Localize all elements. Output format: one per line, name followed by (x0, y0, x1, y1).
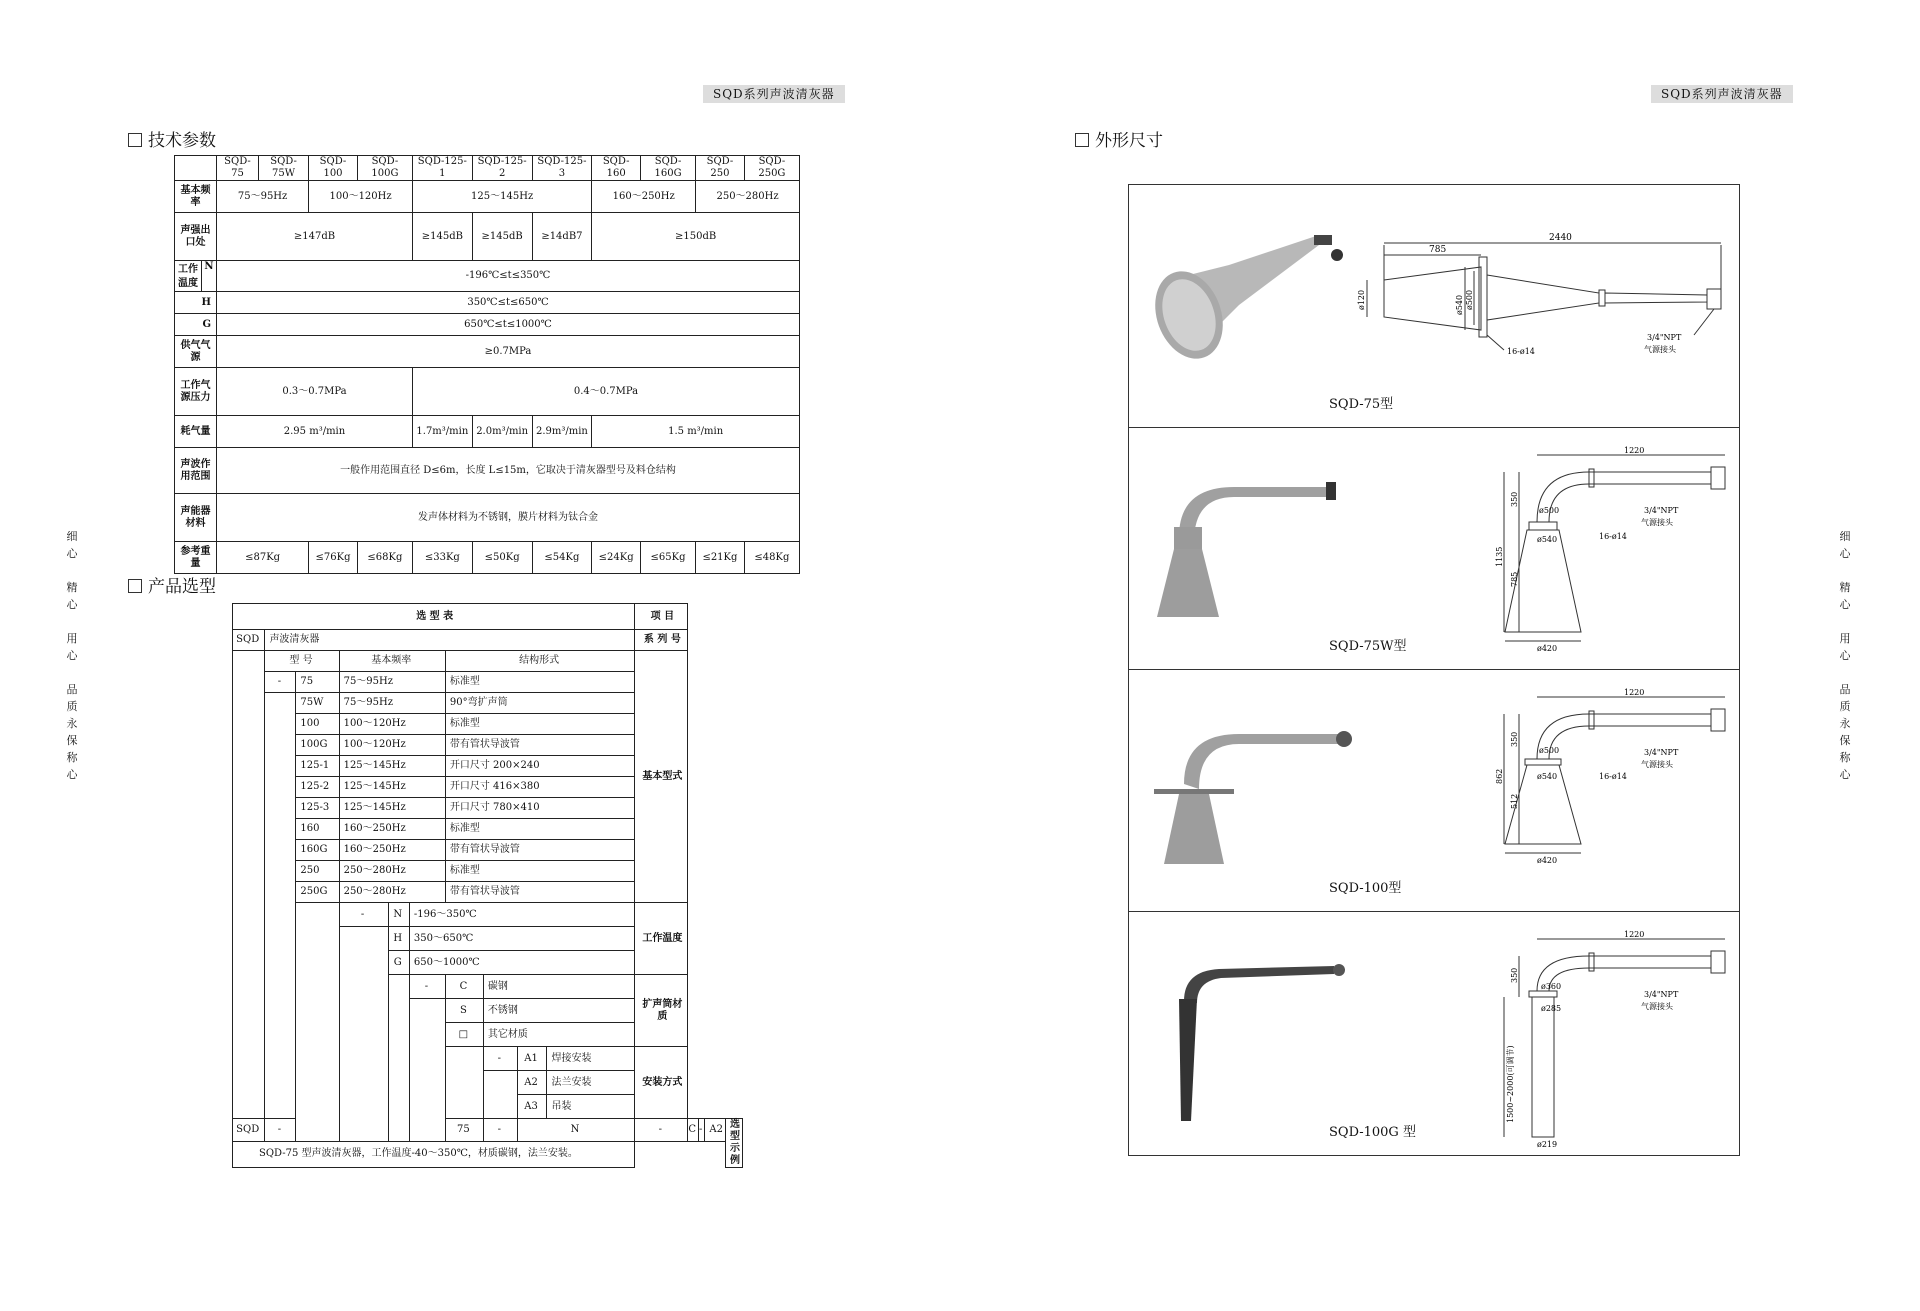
sel-blank (483, 1071, 517, 1119)
value-cell: 100～120Hz (309, 181, 413, 213)
dim-conn: 3/4"NPT (1644, 506, 1679, 515)
value-cell: ≤76Kg (309, 542, 358, 574)
sel-freq: 160～250Hz (339, 840, 445, 861)
mat-row (175, 494, 800, 542)
dim-h1: 350 (1510, 491, 1519, 507)
model-cell: SQD-100 (309, 156, 358, 181)
dim-w: 1220 (1624, 446, 1645, 455)
value-cell: 1.7m³/min (412, 416, 472, 448)
sel-item-example: 选型示例 (726, 1119, 743, 1168)
drawing-panel-sqd75 (1129, 185, 1739, 428)
sel-freq: 160～250Hz (339, 819, 445, 840)
slogan-right: 细 心 精 心 用 心 品 质 永 保 称 心 (1839, 530, 1851, 781)
sel-series-row (233, 630, 743, 651)
sel-ex-code: - (483, 1119, 517, 1142)
section-title-tech: 技术参数 (128, 126, 216, 151)
value-cell: ≤48Kg (744, 542, 799, 574)
value-cell: ≥150dB (592, 213, 800, 261)
model-cell: SQD-125-1 (412, 156, 472, 181)
sel-mat-code: S (445, 999, 483, 1023)
dim-h3: 785 (1510, 571, 1519, 587)
sel-struct: 带有管状导波管 (445, 840, 634, 861)
sel-dash: - (409, 975, 445, 999)
model-cell: SQD-75 (217, 156, 259, 181)
value-cell: 125～145Hz (412, 181, 591, 213)
model-cell: SQD-75W (258, 156, 308, 181)
sel-model: 100G (296, 735, 339, 756)
drawing-panel-sqd100g (1129, 911, 1739, 1153)
value-cell: 一般作用范围直径 D≤6m，长度 L≤15m，它取决于清灰器型号及料仓结构 (217, 448, 800, 494)
value-cell: 发声体材料为不锈钢，膜片材料为钛合金 (217, 494, 800, 542)
sqd75-drawing (1129, 185, 1739, 427)
freq-row (175, 181, 800, 213)
dim-d1: ø360 (1541, 982, 1562, 991)
row-label: 耗气量 (175, 416, 217, 448)
value-cell: 0.3～0.7MPa (217, 368, 413, 416)
caption-sqd100: SQD-100型 (1329, 881, 1402, 896)
sel-model: 125-1 (296, 756, 339, 777)
dim-total: 2440 (1549, 233, 1572, 243)
row-label: 工作气源压力 (175, 368, 217, 416)
sel-ex-code: SQD (233, 1119, 265, 1142)
checkbox-icon (128, 579, 142, 593)
sel-item-temp: 工作温度 (635, 903, 688, 975)
drawing-panel-sqd75w (1129, 427, 1739, 670)
dim-d2: ø540 (1537, 772, 1558, 781)
value-cell: ≥145dB (472, 213, 532, 261)
value-cell: 650℃≤t≤1000℃ (217, 314, 800, 336)
sel-blank (296, 903, 339, 1142)
caption-sqd75: SQD-75型 (1329, 397, 1394, 412)
press-row (175, 368, 800, 416)
dim-d3: ø500 (1465, 289, 1474, 310)
dim-left: 785 (1429, 245, 1447, 255)
dim-h2: 862 (1495, 768, 1504, 784)
value-cell: ≤21Kg (696, 542, 745, 574)
model-cell: SQD-100G (357, 156, 412, 181)
sel-blank (233, 651, 265, 1119)
sel-mat-code: □ (445, 1023, 483, 1047)
sqd75w-photo (1157, 482, 1336, 617)
sel-mat-value: 碳钢 (483, 975, 634, 999)
sel-freq: 75～95Hz (339, 672, 445, 693)
sel-example-text-row (233, 1141, 743, 1167)
sel-ex-code: - (635, 1119, 688, 1142)
model-cell: SQD-160G (640, 156, 695, 181)
sel-item: 系 列 号 (635, 630, 688, 651)
value-cell: ≥147dB (217, 213, 413, 261)
sel-freq: 125～145Hz (339, 777, 445, 798)
model-row (175, 156, 800, 181)
dim-h2: 1135 (1495, 546, 1504, 567)
sel-inst-value: 焊接安装 (547, 1047, 635, 1071)
dim-conn2: 气源接头 (1641, 1002, 1673, 1011)
checkbox-icon (1075, 133, 1089, 147)
temp-row (175, 292, 800, 314)
value-cell: ≤50Kg (472, 542, 532, 574)
dimension-drawings (1128, 184, 1740, 1156)
value-cell: 250～280Hz (696, 181, 800, 213)
dim-holes: 16-ø14 (1599, 772, 1627, 781)
sel-inst-value: 吊装 (547, 1095, 635, 1119)
section-title-dims: 外形尺寸 (1075, 126, 1163, 151)
row-label: H (175, 292, 217, 314)
value-cell: 0.4～0.7MPa (412, 368, 799, 416)
model-cell: SQD-125-3 (532, 156, 592, 181)
dim-d2: ø540 (1455, 294, 1464, 315)
sel-desc: 声波清灰器 (265, 630, 635, 651)
temp-label: 工作温度 (175, 261, 202, 291)
row-label (175, 261, 217, 292)
model-cell: SQD-160 (592, 156, 641, 181)
sel-model: 160G (296, 840, 339, 861)
sel-temp-value: -196～350℃ (409, 903, 634, 927)
sel-ex-code: A2 (705, 1119, 726, 1142)
value-cell: ≥0.7MPa (217, 336, 800, 368)
sel-mat-code: C (445, 975, 483, 999)
air-row (175, 336, 800, 368)
dim-d1: ø120 (1357, 289, 1366, 310)
value-cell: 2.95 m³/min (217, 416, 413, 448)
sel-model: 75W (296, 693, 339, 714)
sel-title: 选 型 表 (233, 604, 635, 630)
sel-freq: 250～280Hz (339, 882, 445, 903)
value-cell: 1.5 m³/min (592, 416, 800, 448)
sel-hdr-struct: 结构形式 (445, 651, 634, 672)
value-cell: 160～250Hz (592, 181, 696, 213)
dim-d1: ø500 (1539, 506, 1560, 515)
value-cell: 350℃≤t≤650℃ (217, 292, 800, 314)
dim-conn: 3/4"NPT (1647, 333, 1682, 342)
sel-struct: 标准型 (445, 714, 634, 735)
sel-blank (388, 975, 409, 1142)
sel-freq: 125～145Hz (339, 798, 445, 819)
sel-inst-value: 法兰安装 (547, 1071, 635, 1095)
sqd75w-drawing (1129, 427, 1739, 669)
sel-freq: 100～120Hz (339, 714, 445, 735)
dim-h1: 350 (1510, 731, 1519, 747)
sel-hdr-model: 型 号 (265, 651, 339, 672)
sel-model: 125-3 (296, 798, 339, 819)
sel-dash: - (483, 1047, 517, 1071)
dim-conn: 3/4"NPT (1644, 748, 1679, 757)
sel-inst-code: A3 (517, 1095, 547, 1119)
sel-item-header: 项 目 (635, 604, 688, 630)
sel-temp-row (233, 903, 743, 927)
sel-model: 100 (296, 714, 339, 735)
sqd75w-outline (1504, 455, 1725, 641)
sel-struct: 标准型 (445, 861, 634, 882)
caption-sqd100g: SQD-100G 型 (1329, 1125, 1416, 1140)
dim-h3: 512 (1510, 793, 1519, 809)
dim-conn2: 气源接头 (1644, 345, 1676, 354)
dim-h1: 350 (1510, 967, 1519, 983)
sel-code: SQD (233, 630, 265, 651)
temp-row (175, 261, 800, 292)
sel-struct: 标准型 (445, 672, 634, 693)
sel-model: 250 (296, 861, 339, 882)
sel-temp-code: N (388, 903, 409, 927)
checkbox-icon (128, 133, 142, 147)
dim-d2: ø540 (1537, 535, 1558, 544)
dim-w: 1220 (1624, 930, 1645, 939)
value-cell: ≤65Kg (640, 542, 695, 574)
row-label: 供气气源 (175, 336, 217, 368)
sel-ex-code: - (699, 1119, 705, 1142)
section-title-select: 产品选型 (128, 572, 216, 597)
caption-sqd75w: SQD-75W型 (1329, 639, 1407, 654)
dim-d4: ø219 (1537, 1140, 1558, 1149)
sel-freq: 125～145Hz (339, 756, 445, 777)
dim-h2: 1500~2000(可调节) (1506, 1045, 1515, 1123)
range-row (175, 448, 800, 494)
sqd75-photo (1144, 235, 1343, 368)
sel-struct: 90°弯扩声筒 (445, 693, 634, 714)
value-cell: 2.0m³/min (472, 416, 532, 448)
sel-model: 250G (296, 882, 339, 903)
row-label: 基本频率 (175, 181, 217, 213)
sqd100-drawing (1129, 669, 1739, 911)
sel-ex-code: 75 (445, 1119, 483, 1142)
sel-inst-code: A1 (517, 1047, 547, 1071)
sel-mat-value: 其它材质 (483, 1023, 634, 1047)
sel-example-text: SQD-75 型声波清灰器，工作温度-40～350℃，材质碳钢，法兰安装。 (233, 1141, 635, 1167)
dim-holes: 16-ø14 (1507, 347, 1535, 356)
value-cell: ≤33Kg (412, 542, 472, 574)
sel-struct: 开口尺寸 780×410 (445, 798, 634, 819)
sqd100-photo (1154, 731, 1352, 864)
temp-row (175, 314, 800, 336)
sel-hdr-freq: 基本频率 (339, 651, 445, 672)
sel-ex-code: C (688, 1119, 699, 1142)
sel-header-row (233, 651, 743, 672)
sel-model: 160 (296, 819, 339, 840)
row-label: 参考重量 (175, 542, 217, 574)
sel-dash: - (265, 672, 296, 693)
sel-freq: 100～120Hz (339, 735, 445, 756)
selection-table (232, 603, 743, 1168)
sel-item-basic: 基本型式 (635, 651, 688, 903)
sel-blank (445, 1047, 483, 1119)
model-cell: SQD-250 (696, 156, 745, 181)
dim-conn: 3/4"NPT (1644, 990, 1679, 999)
sel-ex-code: - (265, 1119, 296, 1142)
row-label: G (175, 314, 217, 336)
spec-table (174, 155, 800, 574)
sel-model: 75 (296, 672, 339, 693)
temp-code: N (204, 261, 214, 272)
sel-mat-value: 不锈钢 (483, 999, 634, 1023)
dim-d1: ø500 (1539, 746, 1560, 755)
sel-inst-code: A2 (517, 1071, 547, 1095)
cons-row (175, 416, 800, 448)
row-label: 声强出口处 (175, 213, 217, 261)
header-left: SQD系列声波清灰器 (703, 85, 845, 103)
row-label: 声波作用范围 (175, 448, 217, 494)
slogan-left: 细 心 精 心 用 心 品 质 永 保 称 心 (66, 530, 78, 781)
spl-row (175, 213, 800, 261)
dim-holes: 16-ø14 (1599, 532, 1627, 541)
sel-temp-value: 650～1000℃ (409, 951, 634, 975)
sel-item-mat: 扩声筒材质 (635, 975, 688, 1047)
sel-temp-code: H (388, 927, 409, 951)
sel-blank (339, 927, 388, 1142)
sel-struct: 开口尺寸 200×240 (445, 756, 634, 777)
dim-d2: ø285 (1541, 1004, 1562, 1013)
sel-temp-code: G (388, 951, 409, 975)
value-cell: -196℃≤t≤350℃ (217, 261, 800, 292)
header-right: SQD系列声波清灰器 (1651, 85, 1793, 103)
sel-item-inst: 安装方式 (635, 1047, 688, 1119)
dim-conn2: 气源接头 (1641, 760, 1673, 769)
sel-blank (409, 999, 445, 1142)
sqd100g-photo (1179, 964, 1345, 1121)
value-cell: ≤68Kg (357, 542, 412, 574)
sel-dash: - (339, 903, 388, 927)
sel-title-row (233, 604, 743, 630)
dim-d4: ø420 (1537, 856, 1558, 865)
sel-struct: 带有管状导波管 (445, 735, 634, 756)
weight-row (175, 542, 800, 574)
drawing-panel-sqd100 (1129, 669, 1739, 912)
sel-struct: 标准型 (445, 819, 634, 840)
sel-struct: 开口尺寸 416×380 (445, 777, 634, 798)
sel-ex-code: N (517, 1119, 635, 1142)
sel-freq: 250～280Hz (339, 861, 445, 882)
dim-w: 1220 (1624, 688, 1645, 697)
sel-struct: 带有管状导波管 (445, 882, 634, 903)
row-label: 声能器材料 (175, 494, 217, 542)
dim-conn2: 气源接头 (1641, 518, 1673, 527)
value-cell: ≤24Kg (592, 542, 641, 574)
value-cell: 2.9m³/min (532, 416, 592, 448)
sel-model: 125-2 (296, 777, 339, 798)
sqd100g-drawing (1129, 911, 1739, 1153)
value-cell: ≤87Kg (217, 542, 309, 574)
value-cell: ≤54Kg (532, 542, 592, 574)
dim-d4: ø420 (1537, 644, 1558, 653)
corner-cell (175, 156, 217, 181)
sel-temp-value: 350～650℃ (409, 927, 634, 951)
model-cell: SQD-125-2 (472, 156, 532, 181)
model-cell: SQD-250G (744, 156, 799, 181)
value-cell: ≥145dB (412, 213, 472, 261)
value-cell: 75～95Hz (217, 181, 309, 213)
sqd100g-outline (1504, 939, 1725, 1137)
sel-freq: 75～95Hz (339, 693, 445, 714)
value-cell: ≥14dB7 (532, 213, 592, 261)
sel-blank (265, 693, 296, 1119)
